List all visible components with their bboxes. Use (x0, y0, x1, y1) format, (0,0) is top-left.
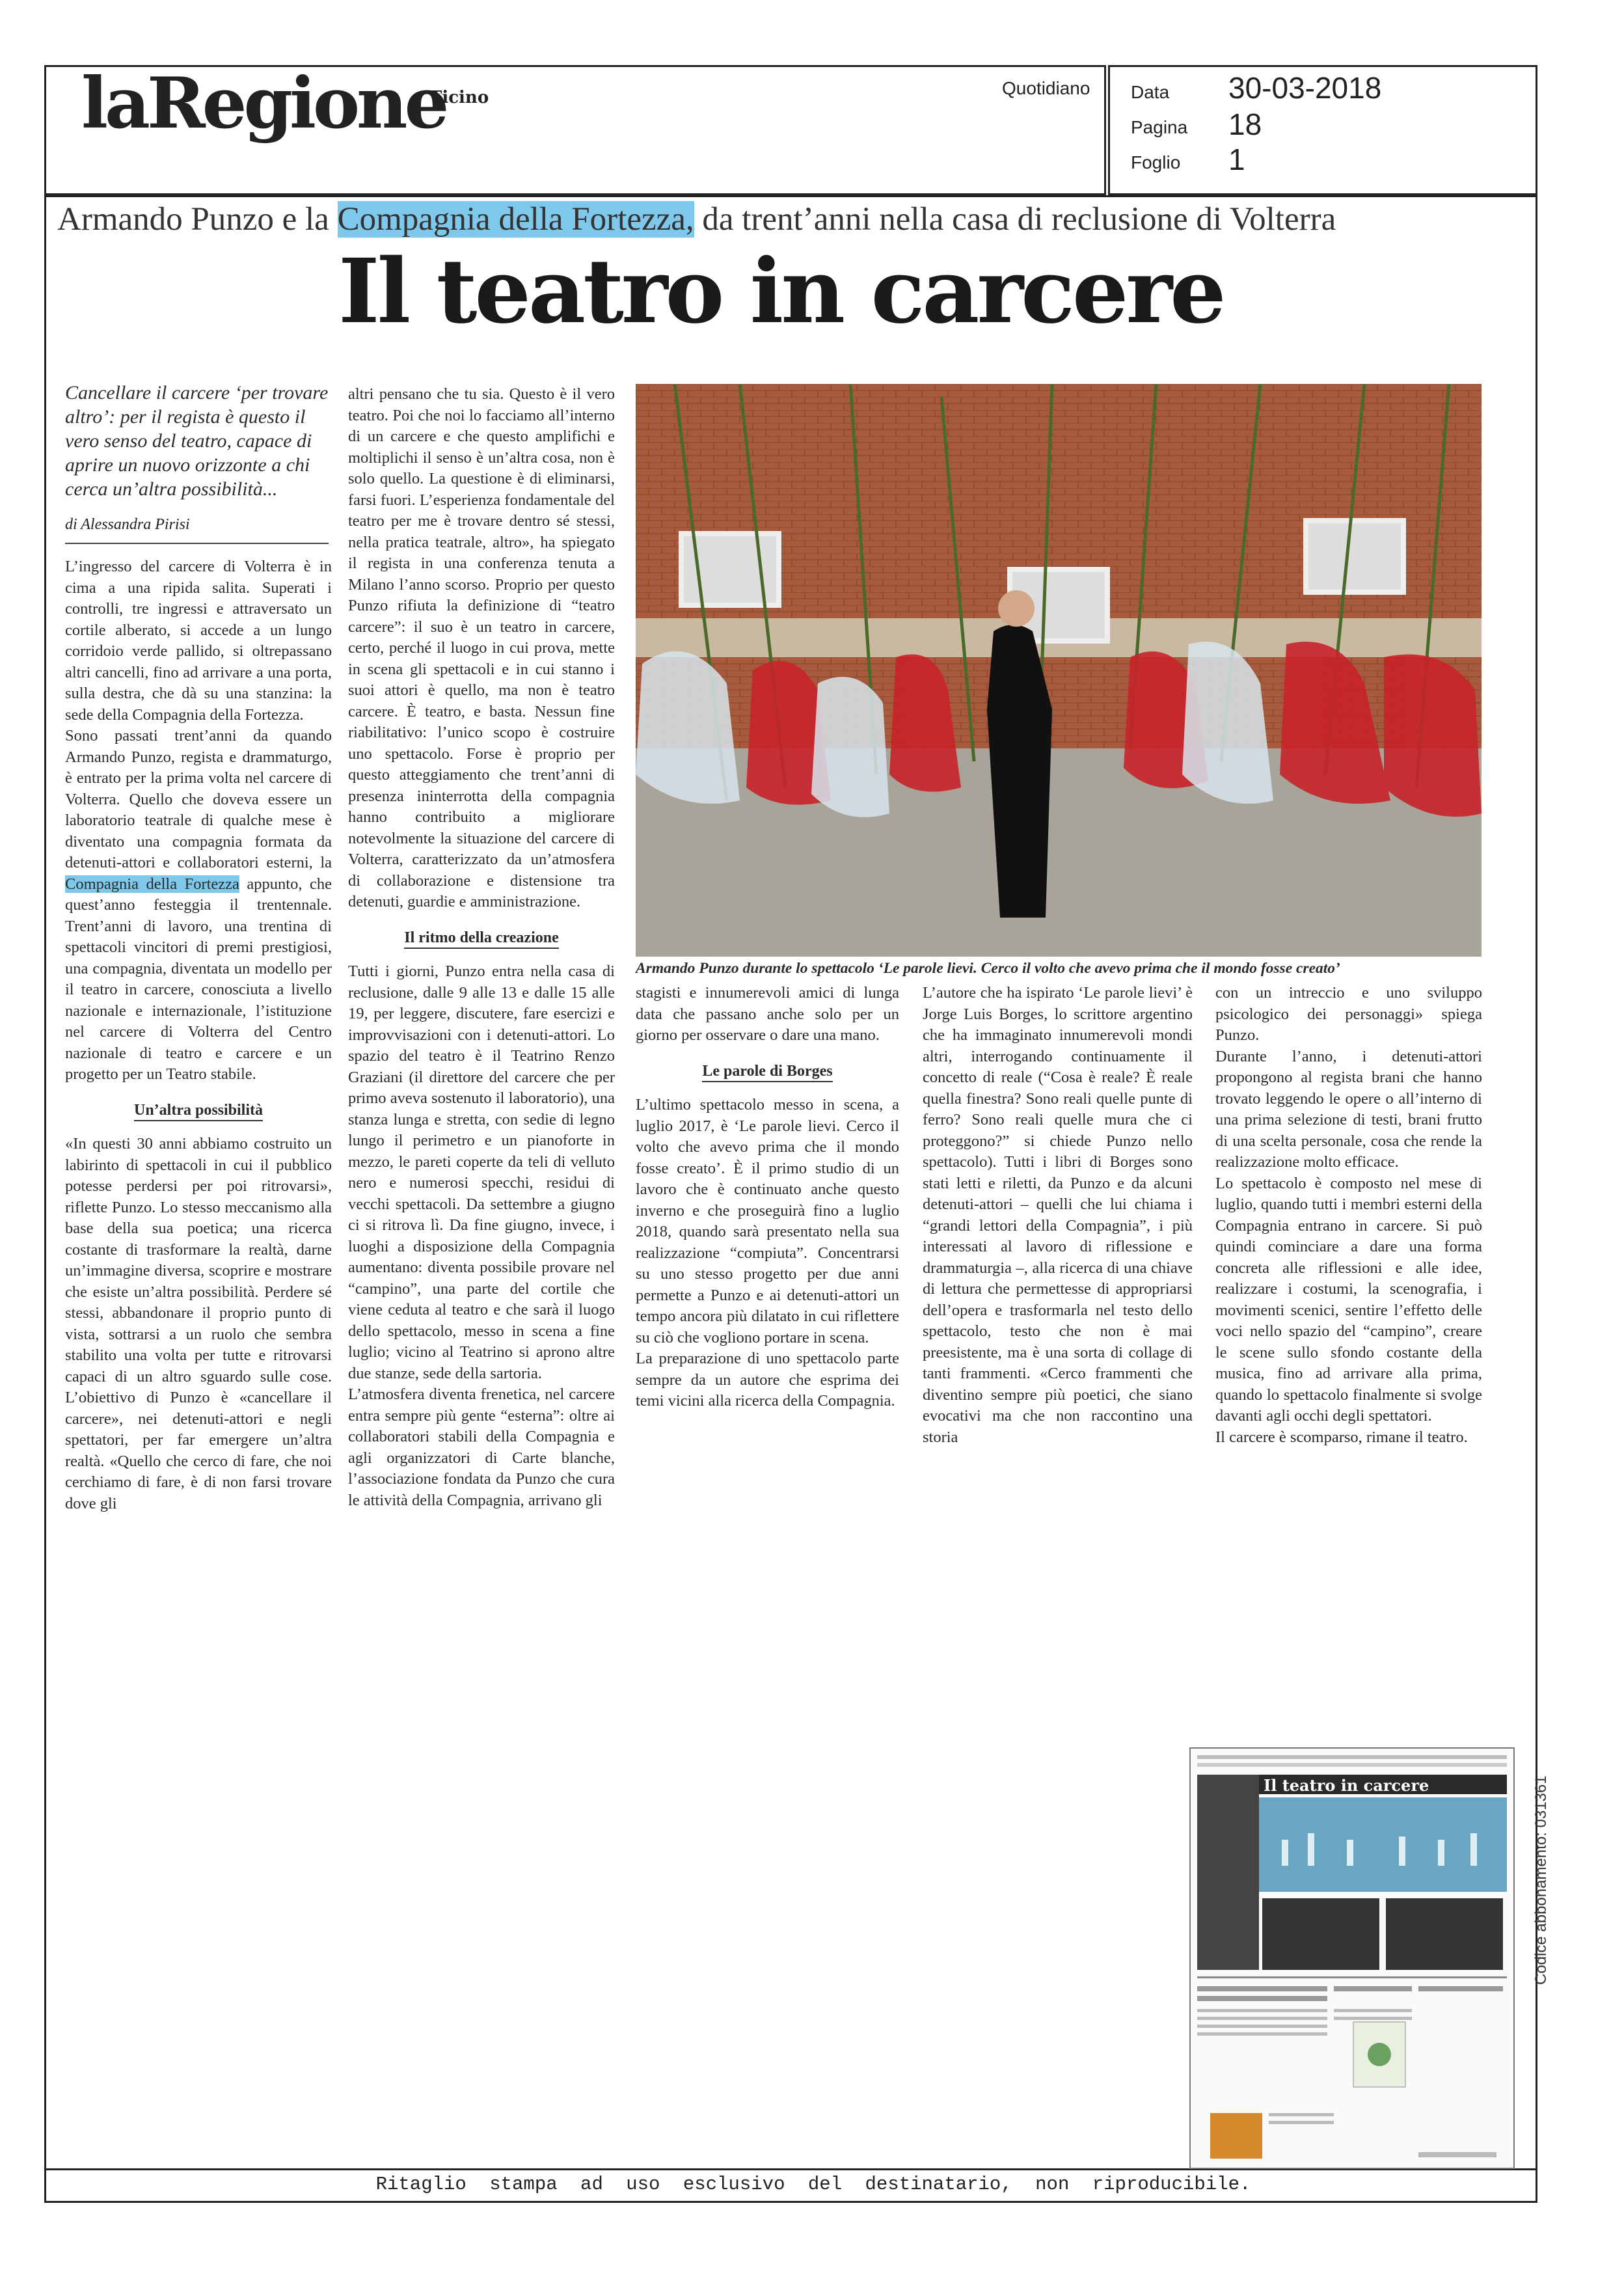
paragraph: Tutti i giorni, Punzo entra nella casa di reclusione, dalle 9 alle 13 e dalle 15 alle 19, per leggere, discutere, fare esercizi e improvvisazioni con i detenuti-attori. Lo spazio del teatro è il Teatrino Renzo Graziani (il direttore del carcere che per primo aveva sostenuto il laboratorio), una stanza lunga e stretta, con sedie di legno lungo il perimetro e un pianoforte in mezzo, le pareti coperte da teli di velluto nero e numerosi specchi, residui di vecchi spettacoli. Da settembre a giugno ci si ritrova lì. Da fine giugno, invece, i luoghi a disposizione della Compagnia aumentano: diventa possibile provare nel “campino”, una parte del cortile che viene ceduta al teatro e che sarà il luogo dello spettacolo, messo in scena a fine luglio; vicino al Teatrino si aprono altre due stanze, sede della sartoria. (348, 962, 615, 1382)
column-3 (636, 983, 899, 1412)
subscription-code: Codice abbonamento: 031361 (1532, 1775, 1550, 1985)
lead: Cancellare il carcere ‘per trovare altro’: per il regista è questo il vero senso del teatro, capace di aprire un nuovo orizzonte a chi cerca un’altra possibilità... (65, 382, 329, 500)
kicker-post: da trent’anni nella casa di reclusione di Volterra (694, 201, 1336, 238)
text-run: appunto, che quest’anno festeggia il trentennale. Trent’anni di lavoro, una trentina di spettacoli vincitori di premi prestigiosi, una compagnia, diventata un modello per il teatro in carcere, conosciuta a livello nazionale e internazionale, l’istituzione nel carcere di Volterra del Centro nazionale di teatro e carcere e un progetto per un Teatro stabile. (65, 875, 332, 1083)
paragraph: La preparazione di uno spettacolo parte sempre da un autore che esprima dei temi vicini alla ricerca della Compagnia. (636, 1350, 899, 1410)
highlight: Compagnia della Fortezza (65, 875, 239, 893)
column-5 (1215, 983, 1482, 1448)
edition-label: Ticino (429, 88, 489, 107)
paragraph: «In questi 30 anni abbiamo costruito un labirinto di spettacoli in cui il pubblico potesse perdersi per poi ritrovarsi», riflette Punzo. Lo stesso meccanismo alla base della sua poetica; una ricerca costante di trasformare la realtà, darne un’immagine diversa, scoprire e mostrare che esiste un’altra possibilità. Perdere sé stessi, abbandonare il proprio punto di vista, sottrarsi a un ruolo che sembra stabilito una volta per tutte e ritrovarsi capaci di un altro sguardo sulle cose. L’obiettivo di Punzo è «cancellare il carcere», nei detenuti-attori e negli spettatori, per far emergere un’altra realtà. «Quello che cerco di fare, che noi cerchiamo di fare, è di non farsi trovare dove gli (65, 1135, 332, 1512)
data-value: 30-03-2018 (1228, 71, 1382, 105)
thumbnail-illustration (1191, 1749, 1513, 2168)
pagina-label: Pagina (1131, 117, 1188, 137)
kicker-pre: Armando Punzo e la (57, 201, 338, 238)
paragraph: Il carcere è scomparso, rimane il teatro. (1215, 1428, 1468, 1446)
page-thumbnail (1189, 1747, 1515, 2169)
paragraph: altri pensano che tu sia. Questo è il vero teatro. Poi che noi lo facciamo all’interno di un carcere e che questo amplifichi e moltiplichi il senso è un’altra cosa, non è solo quello. La questione è di eliminarsi, farsi fuori. L’esperienza fondamentale del teatro per me è trovare dentro sé stessi, nella pratica teatrale, altro», ha spiegato il regista in una conferenza tenuta a Milano l’anno scorso. Proprio per questo Punzo rifiuta la definizione di “teatro carcere”: il suo è un teatro in carcere, certo, perché il luogo in cui prova, mette in scena gli spettacoli e in cui stanno i suoi attori è quello, ma non è teatro carcere. È teatro, e basta. Nessun fine riabilitativo: l’unico scopo è costruire uno spettacolo. Forse è proprio per questo atteggiamento che trent’anni di presenza ininterrotta della compagnia hanno contribuito a migliorare notevolmente la situazione del carcere di Volterra, caratterizzato da un’atmosfera di collaborazione e distensione tra detenuti, guardie e amministrazione. (348, 385, 615, 910)
paragraph: stagisti e innumerevoli amici di lunga data che passano anche solo per un giorno per osservare o dare una mano. (636, 984, 899, 1044)
photo-illustration (636, 384, 1482, 957)
kicker (57, 200, 1528, 238)
headline: Il teatro in carcere (338, 239, 1224, 344)
pagina-value: 18 (1228, 107, 1262, 141)
paragraph (65, 726, 332, 1085)
footer-notice: Ritaglio stampa ad uso esclusivo del destinatario, non riproducibile. (375, 2174, 1251, 2195)
stage-photo (636, 384, 1482, 957)
paragraph: Lo spettacolo è composto nel mese di luglio, quando tutti i membri esterni della Compagnia entrano in carcere. Si può quindi cominciare a dare una forma concreta alle riflessioni e alle idee, realizzare i costumi, la scenografia, i movimenti scenici, sentire l’effetto delle voci nello spazio del “campino”, creare le scene sullo sfondo costante della musica, fino ad arrivare alla prima, quando lo spettacolo finalmente si svolge davanti agli occhi degli spettatori. (1215, 1174, 1482, 1425)
subheading: Un’altra possibilità (65, 1100, 332, 1121)
thumbnail-headline: Il teatro in carcere (1264, 1776, 1429, 1795)
type-label: Quotidiano (1002, 78, 1090, 98)
column-2 (348, 384, 615, 1511)
column-4 (923, 983, 1193, 1448)
data-label: Data (1131, 82, 1170, 102)
paragraph: L’ultimo spettacolo messo in scena, a luglio 2017, è ‘Le parole lievi. Cerco il volto che avevo prima che il mondo fosse creato’. È il primo studio di un lavoro che è continuato anche questo inverno e che proseguirà fino a luglio 2018, quando sarà presentato nella sua realizzazione “compiuta”. Concentrarsi su uno stesso progetto per due anni permette a Punzo e ai detenuti-attori un tempo ancora più dilatato in cui riflettere su ciò che vogliono portare in scena. (636, 1096, 899, 1346)
foglio-label: Foglio (1131, 152, 1181, 172)
paragraph: L’ingresso del carcere di Volterra è in cima a una ripida salita. Superati i controlli, tre ingressi e attraversato un cortile alberato, si accede a un lungo corridoio verde pallido, si oltrepassano altri cancelli, fino ad arrivare a una porta, sulla destra, che dà su una stanzina: la sede della Compagnia della Fortezza. (65, 558, 332, 724)
column-1 (65, 556, 332, 1514)
paragraph: L’atmosfera diventa frenetica, nel carcere entra sempre più gente “esterna”: oltre ai collaboratori stabili della Compagnia e agli organizzatori di Carte blanche, l’associazione fondata da Punzo che cura le attività della Compagnia, arrivano gli (348, 1385, 615, 1509)
text-run: Sono passati trent’anni da quando Armando Punzo, regista e drammaturgo, è entrato per la prima volta nel carcere di Volterra. Quello che doveva essere un laboratorio teatrale di qualche mese è diventato una compagnia formata da detenuti-attori e collaboratori esterni, la (65, 727, 332, 871)
subheading: Le parole di Borges (636, 1061, 899, 1082)
paragraph: L’autore che ha ispirato ‘Le parole lievi’ è Jorge Luis Borges, lo scrittore argentino che ha immaginato innumerevoli mondi altri, interrogando continuamente il concetto di reale (“Cosa è reale? È reale quella finestra? Sono reali quelle punte di ferro? Sono reali quelle mura che ci proteggono?” si chiede Punzo nello spettacolo). Tutti i libri di Borges sono stati letti e riletti, da Punzo e da alcuni detenuti-attori – quelli che lui chiama i “grandi lettori della Compagnia”, i più interessati al lavoro di riflessione e drammaturgia –, alla ricerca di una chiave di lettura che permettesse di appropriarsi dell’opera e trasformarla nel testo dello spettacolo, testo che non è mai preesistente, ma è una sorta di collage di tanti frammenti. «Cerco frammenti che diventino sempre più poetici, che siano evocativi ma che non raccontino una storia (923, 984, 1193, 1446)
byline: di Alessandra Pirisi (65, 516, 329, 544)
newspaper-logo: laRegione (81, 62, 446, 144)
foglio-value: 1 (1228, 143, 1245, 176)
paragraph: Durante l’anno, i detenuti-attori propongono al regista brani che hanno trovato leggendo le opere o all’interno di una prima selezione di testi, brani frutto di una scelta personale, cosa che rende la realizzazione molto efficace. (1215, 1047, 1482, 1171)
photo-caption: Armando Punzo durante lo spettacolo ‘Le parole lievi. Cerco il volto che avevo prima che il mondo fosse creato’ (636, 960, 1340, 977)
kicker-highlight: Compagnia della Fortezza, (337, 201, 694, 238)
paragraph: con un intreccio e uno sviluppo psicologico dei personaggi» spiega Punzo. (1215, 984, 1482, 1044)
subheading: Il ritmo della creazione (348, 927, 615, 949)
